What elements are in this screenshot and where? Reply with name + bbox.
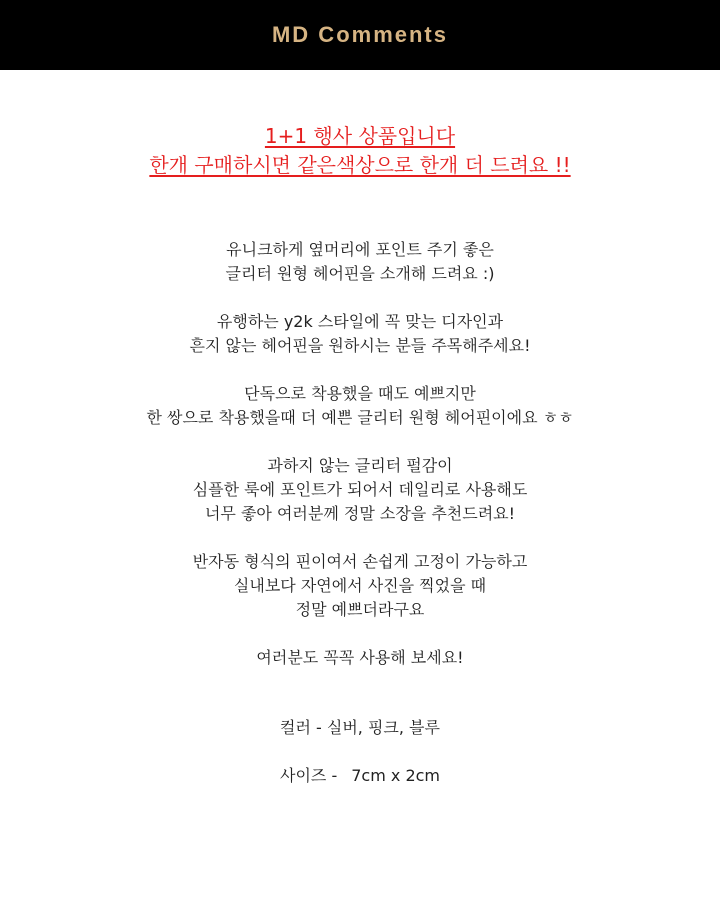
- description-line: 한 쌍으로 착용했을때 더 예쁜 글리터 원형 헤어핀이에요 ㅎㅎ: [146, 408, 574, 427]
- spec-color: 컬러 - 실버, 핑크, 블루: [280, 718, 440, 737]
- description-line: 글리터 원형 헤어핀을 소개해 드려요 :): [225, 264, 495, 283]
- description-paragraph: [0, 238, 720, 286]
- product-specs: [0, 716, 720, 788]
- description-paragraph: [0, 310, 720, 358]
- description-line: 흔지 않는 헤어핀을 원하시는 분들 주목해주세요!: [189, 336, 531, 355]
- promo-line-2: 한개 구매하시면 같은색상으로 한개 더 드려요 !!: [149, 153, 571, 177]
- product-description: [0, 238, 720, 670]
- header-title: MD Comments: [271, 22, 448, 47]
- promo-notice: [0, 122, 720, 180]
- description-paragraph: [0, 550, 720, 622]
- spec-size-label: 사이즈 -: [280, 766, 338, 785]
- description-line: 단독으로 착용했을 때도 예쁘지만: [244, 384, 476, 403]
- spec-size: [0, 764, 720, 788]
- description-line: 과하지 않는 글리터 펄감이: [267, 456, 453, 475]
- description-line: 여러분도 꼭꼭 사용해 보세요!: [256, 648, 464, 667]
- header-bar: [0, 0, 720, 70]
- description-line: 심플한 룩에 포인트가 되어서 데일리로 사용해도: [192, 480, 528, 499]
- description-paragraph: [0, 646, 720, 670]
- description-paragraph: [0, 382, 720, 430]
- description-line: 유니크하게 옆머리에 포인트 주기 좋은: [226, 240, 494, 259]
- description-paragraph: [0, 454, 720, 526]
- description-line: 유행하는 y2k 스타일에 꼭 맞는 디자인과: [216, 312, 504, 331]
- description-line: 너무 좋아 여러분께 정말 소장을 추천드려요!: [204, 504, 516, 523]
- promo-line-1: 1+1 행사 상품입니다: [264, 124, 456, 148]
- description-line: 반자동 형식의 핀이여서 손쉽게 고정이 가능하고: [192, 552, 528, 571]
- spec-size-value: 7cm x 2cm: [351, 766, 440, 785]
- description-line: 실내보다 자연에서 사진을 찍었을 때: [233, 576, 487, 595]
- description-line: 정말 예쁘더라구요: [295, 600, 425, 619]
